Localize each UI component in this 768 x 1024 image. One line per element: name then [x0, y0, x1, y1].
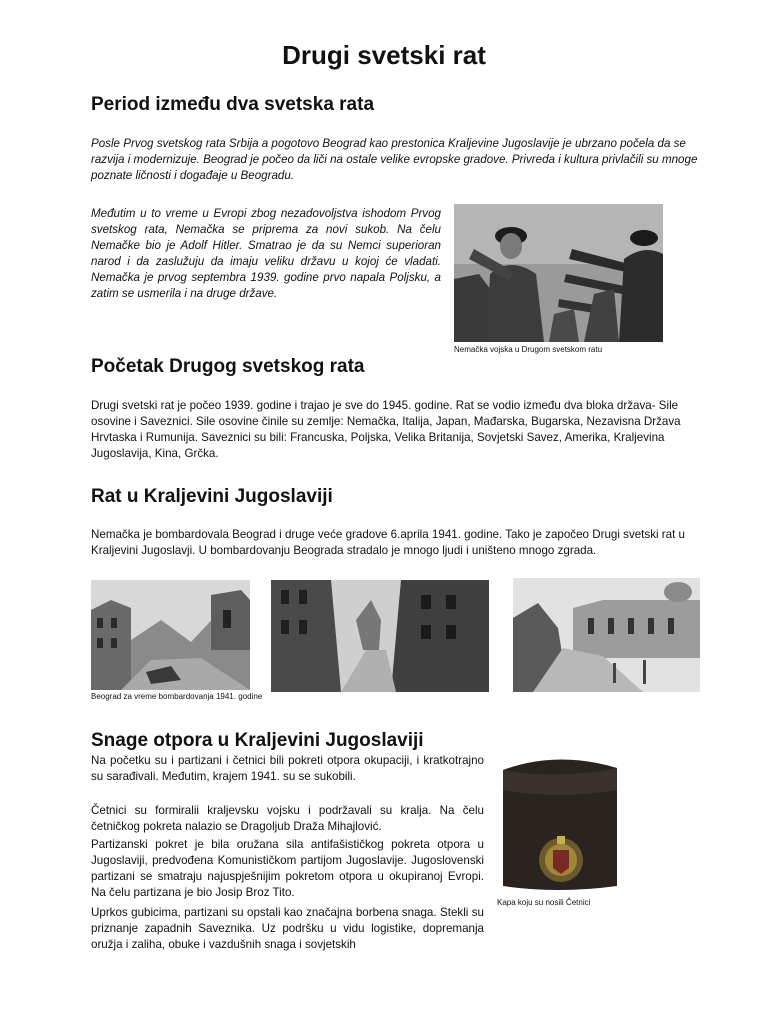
section-heading-resistance: Snage otpora u Kraljevini Jugoslaviji [91, 730, 424, 751]
paragraph-resistance-1: Na početku su i partizani i četnici bili pokreti otpora okupaciji, i kratkotrajno su sarađivali. Međutim, krajem 1941. su se sukobili. [91, 754, 484, 783]
caption-chetnik-cap: Kapa koju su nosili Četnici [497, 898, 591, 907]
paragraph-war-yugoslavia: Nemačka je bombardovala Beograd i druge veće gradove 6.aprila 1941. godine. Tako je započeo Drugi svetski rat u Kraljevini Jugoslavji. U bombardovanju Beograda stradalo je mnogo ljudi i uništeno mnogo zgrada. [91, 528, 685, 557]
page-title: Drugi svetski rat [282, 40, 486, 70]
paragraph-interwar-2: Međutim u to vreme u Evropi zbog nezadovoljstva ishodom Prvog svetskog rata, Nemačka se priprema za novi sukob. Na čelu Nemačke bio je Adolf Hitler. Smatrao je da su Nemci superioran narod i da zaslužuju da imaju veliku državu u kojoj će vladati. Nemačka je prvog septembra 1939. godine prvo napala Poljsku, a zatim se usmerila i na druge države. [91, 207, 441, 300]
photo-bombing-2 [271, 580, 489, 692]
caption-bombing: Beograd za vreme bombardovanja 1941. godine [91, 692, 263, 701]
photo-bombing-3 [513, 578, 700, 692]
paragraph-resistance-4: Uprkos gubicima, partizani su opstali kao značajna borbena snaga. Stekli su priznanje zapadnih Saveznika. Uz podršku u vidu logistike, dopremanja oružja i zaliha, obuke i vazdušnih snaga i sovjetskih [91, 906, 484, 951]
photo-bombing-1 [91, 580, 250, 690]
paragraph-resistance-3: Partizanski pokret je bila oružana sila antifašističkog pokreta otpora u Jugoslaviji, predvođena Komunističkom partijom Jugoslavije. Jugoslovenski partizani se smatraju najuspješnijim pokretom otpora u okupiranoj Evropi. Na čelu partizana je bio Josip Broz Tito. [91, 838, 484, 899]
photo-german-army [454, 204, 663, 342]
section-heading-ww2-start: Početak Drugog svetskog rata [91, 356, 365, 377]
photo-chetnik-cap [497, 750, 623, 894]
caption-german-army: Nemačka vojska u Drugom svetskom ratu [454, 345, 603, 354]
section-heading-war-yugoslavia: Rat u Kraljevini Jugoslaviji [91, 486, 333, 507]
paragraph-resistance-2: Četnici su formiralii kraljevsku vojsku i podržavali su kralja. Na čelu četničkog pokreta nalazio se Dragoljub Draža Mihajlović. [91, 804, 484, 833]
paragraph-ww2-start: Drugi svetski rat je počeo 1939. godine i trajao je sve do 1945. godine. Rat se vodio između dva bloka država- Sile osovine i Saveznici. Sile osovine činile su zemlje: Nemačka, Italija, Japan, Mađarska, Bugarska, Nezavisna Država Hrvtaska i Rumunija. Saveznici su bili: Francuska, Poljska, Velika Britanija, Sovjetski Savez, Amerika, Kraljevina Jugoslavija, Kina, Grčka. [91, 399, 681, 460]
paragraph-interwar-1: Posle Prvog svetskog rata Srbija a pogotovo Beograd kao prestonica Kraljevine Jugoslavije je ubrzano počela da se razvija i modernizuje. Beograd je počeo da liči na ostale velike evropske gradove. Privreda i kultura privlačili su mnoge poznate ličnosti i događaje u Beogradu. [91, 137, 698, 182]
section-heading-interwar: Period između dva svetska rata [91, 94, 375, 115]
